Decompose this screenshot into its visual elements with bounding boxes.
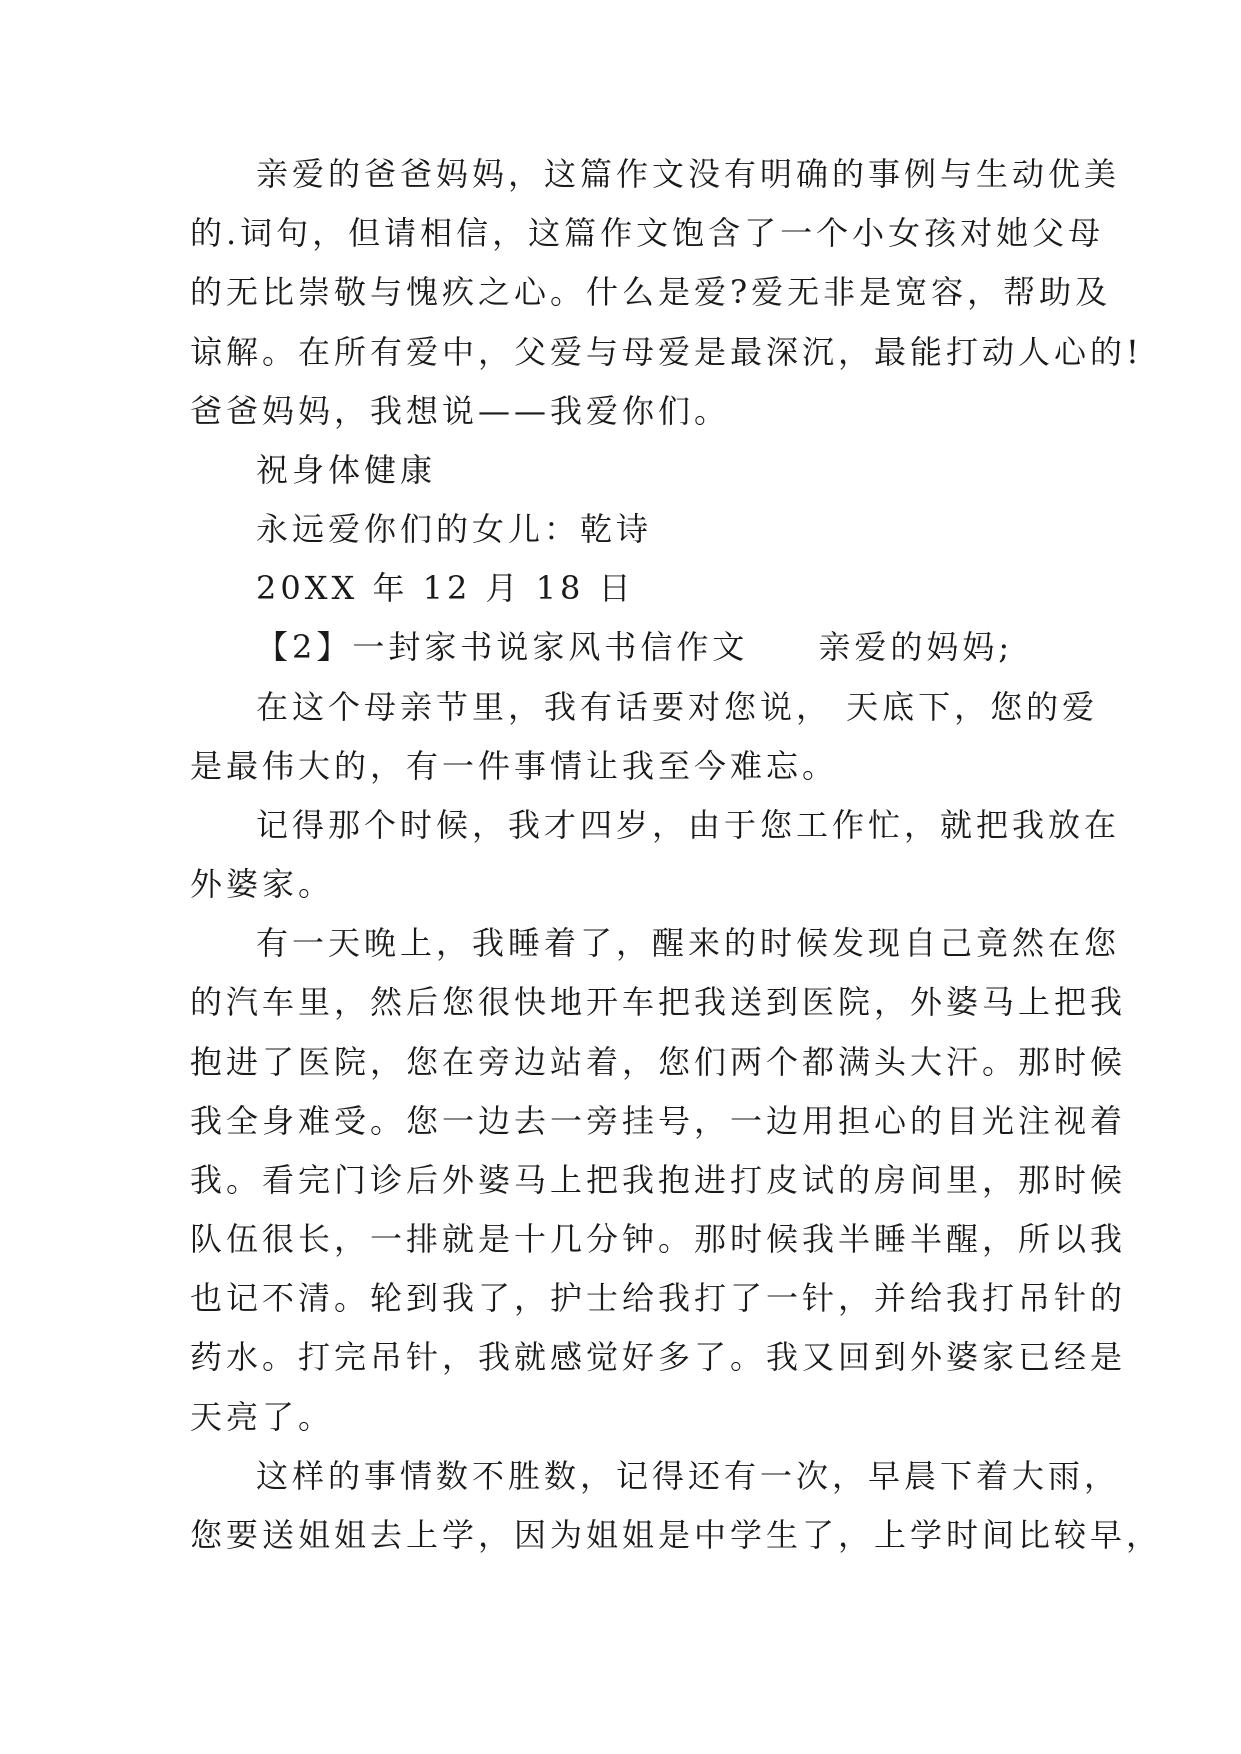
text-line: 记得那个时候，我才四岁，由于您工作忙，就把我放在 [256,806,1121,844]
text-line: 您要送姐姐去上学，因为姐姐是中学生了，上学时间比较早， [190,1516,1163,1554]
text-line: 外婆家。 [190,865,335,903]
text-line: 是最伟大的，有一件事情让我至今难忘。 [190,747,839,785]
text-line: 队伍很长，一排就是十几分钟。那时候我半睡半醒，所以我 [190,1220,1127,1258]
closing-wish: 祝身体健康 [256,451,437,489]
signature: 永远爱你们的女儿：乾诗 [256,510,653,548]
text-line: 抱进了医院，您在旁边站着，您们两个都满头大汗。那时候 [190,1043,1127,1081]
text-line: 我。看完门诊后外婆马上把我抱进打皮试的房间里，那时候 [190,1161,1127,1199]
text-line: 药水。打完吊针，我就感觉好多了。我又回到外婆家已经是 [190,1338,1127,1376]
text-line: 谅解。在所有爱中，父爱与母爱是最深沉，最能打动人心的! [190,333,1143,371]
salutation: 亲爱的妈妈; [818,628,1014,666]
text-line: 这样的事情数不胜数，记得还有一次，早晨下着大雨， [256,1457,1121,1495]
text-line: 也记不清。轮到我了，护士给我打了一针，并给我打吊针的 [190,1279,1127,1317]
text-line: 的汽车里，然后您很快地开车把我送到医院，外婆马上把我 [190,983,1127,1021]
section-title: 【2】一封家书说家风书信作文 [256,628,749,666]
text-line: 我全身难受。您一边去一旁挂号，一边用担心的目光注视着 [190,1102,1127,1140]
section-heading [256,627,1056,667]
text-line: 天亮了。 [190,1398,335,1436]
text-line: 在这个母亲节里，我有话要对您说， 天底下，您的爱 [256,688,1099,726]
text-line: 亲爱的爸爸妈妈，这篇作文没有明确的事例与生动优美 [256,155,1121,193]
text-line: 的无比崇敬与愧疚之心。什么是爱?爱无非是宽容，帮助及 [190,273,1112,311]
text-line: 爸爸妈妈，我想说——我爱你们。 [190,392,731,430]
text-line: 有一天晚上，我睡着了，醒来的时候发现自己竟然在您 [256,924,1121,962]
letter-date: 20XX 年 12 月 18 日 [256,569,635,607]
text-line: 的.词句，但请相信，这篇作文饱含了一个小女孩对她父母 [190,214,1105,252]
